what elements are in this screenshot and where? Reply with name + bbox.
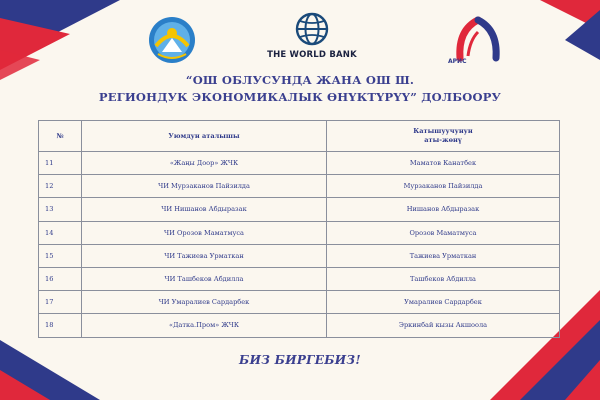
row-participant: Мурзаканов Пайзилда xyxy=(327,175,560,198)
world-bank-label: THE WORLD BANK xyxy=(267,50,357,60)
table-row xyxy=(39,267,560,290)
participants-table-wrap xyxy=(38,120,560,338)
row-num: 17 xyxy=(39,291,82,314)
row-participant: Эркинбай кызы Акшоола xyxy=(327,314,560,337)
aris-label: АРИС xyxy=(448,58,467,65)
row-participant: Тажиева Урматкан xyxy=(327,244,560,267)
row-participant: Орозов Маматмуса xyxy=(327,221,560,244)
row-num: 16 xyxy=(39,267,82,290)
row-organization: ЧИ Орозов Маматмуса xyxy=(82,221,327,244)
table-row xyxy=(39,152,560,175)
footer-slogan: БИЗ БИРГЕБИЗ! xyxy=(239,353,361,367)
header-num: № xyxy=(39,121,82,152)
globe-icon xyxy=(295,12,329,46)
row-organization: «Датка.Пром» ЖЧК xyxy=(82,314,327,337)
table-row xyxy=(39,314,560,337)
row-participant: Маматов Канатбек xyxy=(327,152,560,175)
row-num: 11 xyxy=(39,152,82,175)
row-participant: Нишанов Абдыразак xyxy=(327,198,560,221)
participants-table xyxy=(38,120,560,338)
title-line-2: РЕГИОНДУК ЭКОНОМИКАЛЫК ӨНҮКТҮРҮҮ” ДОЛБООРУ xyxy=(98,90,502,104)
row-organization: ЧИ Нишанов Абдыразак xyxy=(82,198,327,221)
row-organization: ЧИ Тажиева Урматкан xyxy=(82,244,327,267)
table-header-row xyxy=(39,121,560,152)
table-row xyxy=(39,291,560,314)
row-num: 12 xyxy=(39,175,82,198)
table-row xyxy=(39,221,560,244)
kyrgyz-emblem-logo xyxy=(148,16,196,64)
row-num: 15 xyxy=(39,244,82,267)
row-organization: «Жаңы Доор» ЖЧК xyxy=(82,152,327,175)
header-participant-line-1: Катышуучунун xyxy=(413,127,473,135)
row-num: 14 xyxy=(39,221,82,244)
header-participant-line-2: аты-жөнү xyxy=(424,136,462,144)
table-row xyxy=(39,198,560,221)
row-organization: ЧИ Умаралиев Сардарбек xyxy=(82,291,327,314)
logo-row xyxy=(0,12,600,72)
table-row xyxy=(39,175,560,198)
row-participant: Ташбеков Абдилла xyxy=(327,267,560,290)
title-line-1: “ОШ ОБЛУСУНДА ЖАНА ОШ Ш. xyxy=(185,73,415,87)
header-participant xyxy=(327,121,560,152)
row-num: 18 xyxy=(39,314,82,337)
row-organization: ЧИ Ташбеков Абдилла xyxy=(82,267,327,290)
world-bank-logo xyxy=(262,12,362,60)
row-participant: Умаралиев Сардарбек xyxy=(327,291,560,314)
table-row xyxy=(39,244,560,267)
header-organization: Уюмдун аталышы xyxy=(82,121,327,152)
row-organization: ЧИ Мурзаканов Пайзилда xyxy=(82,175,327,198)
row-num: 13 xyxy=(39,198,82,221)
project-title xyxy=(0,72,600,106)
